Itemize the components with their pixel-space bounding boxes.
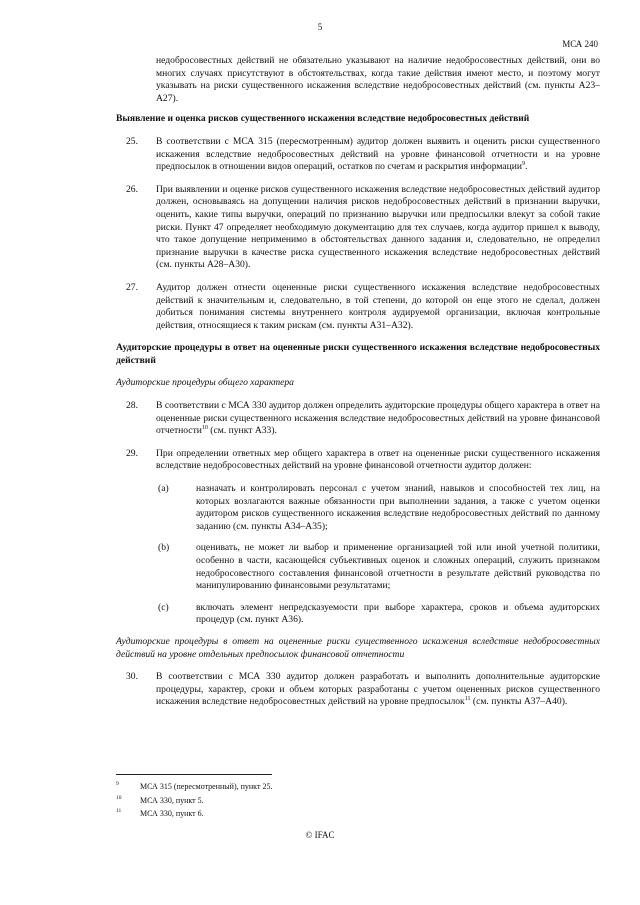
footnote-text: МСА 315 (пересмотренный), пункт 25. [140,782,273,791]
list-item-label: (b) [158,542,170,554]
paragraph-25 [116,136,600,174]
footnote-mark: 10 [116,794,122,801]
paragraph-30 [116,671,600,709]
paragraph-29 [116,448,600,473]
footnote-mark: 11 [116,808,122,814]
copyright-footer: © IFAC [305,830,335,840]
paragraph-text: В соответствии с МСА 315 (пересмотренным) аудитор должен выявить и оценить риски существенного искажения вследствие недобросовестных действий на уровне финансовой отчетности и на уровне предпосылок в отношении видов операций, остатков по счетам и раскрытия информации$^9$. [156,135,600,173]
paragraph-number: 25. [126,135,138,147]
footnote-ref: 10 [201,425,208,432]
footnote-divider [116,774,272,775]
paragraph-number: 30. [126,671,138,683]
footnotes [116,780,272,821]
subheading-general-procedures: Аудиторские процедуры общего характера [116,377,294,389]
paragraph-number: 26. [126,183,138,195]
paragraph-text: Аудитор должен отнести оцененные риски существенного искажения вследствие недобросовестных действий к значительным и, следовательно, в той степени, до которой он еще этого не сделал, должен добиться понимания системы внутреннего контроля аудируемой организации, включая контрольные действия, относящиеся к таким рискам (см. пункты А31–А32). [156,281,600,331]
paragraph-text: При выявлении и оценке рисков существенного искажения вследствие недобросовестных действий аудитор должен, основываясь на допущении наличия рисков недобросовестных действий в признании выручки, оценить, какие типы выручки, операций по признанию выручки или предпосылки влекут за собой такие риски. Пункт 47 определяет необходимую документацию для тех случаев, когда аудитор пришел к выводу, что такое допущение неприменимо в обстоятельствах данного задания и, следовательно, не определил признание выручки в качестве риска существенного искажения вследствие недобросовестных действий (см. пункты А28–А30). [156,183,600,271]
section-heading-audit-procedures: Аудиторские процедуры в ответ на оцененные риски существенного искажения вследствие недобросовестных действий [116,342,600,366]
document-code: МСА 240 [562,39,598,49]
list-item-label: (a) [158,483,169,495]
paragraph-text: В соответствии с МСА 330 аудитор должен определить аудиторские процедуры общего характера в ответ на оцененные риски существенного искажения вследствие недобросовестных действий на уровне финансовой отчетности$^{10}$ (см. пункт А33). [156,400,600,437]
list-item-c [116,602,600,627]
footnote-9 [116,780,272,794]
subheading-assertion-level-procedures: Аудиторские процедуры в ответ на оцененные риски существенного искажения вследствие недобросовестных действий на уровне отдельных предпосылок финансовой отчетности [116,635,600,660]
footnote-ref: 11 [464,696,471,703]
paragraph-27 [116,282,600,332]
list-item-b [116,542,600,592]
footnote-text: МСА 330, пункт 6. [140,809,204,818]
paragraph-number: 27. [126,281,138,293]
list-item-label: (c) [158,601,169,613]
footnote-text: МСА 330, пункт 5. [140,795,204,805]
footnote-11 [116,807,272,821]
list-item-text: оценивать, не может ли выбор и применение организацией той или иной учетной политики, особенно в части, касающейся субъективных оценок и сложных операций, служить признаком недобросовестного составления финансовой отчетности в результате действий руководства по манипулированию финансовыми результатами; [196,542,600,592]
paragraph-number: 28. [126,400,138,412]
paragraph-28 [116,400,600,438]
paragraph-text: При определении ответных мер общего характера в ответ на оцененные риски существенного искажения вследствие недобросовестных действий на уровне финансовой отчетности аудитор должен: [156,447,600,472]
footnote-10 [116,794,272,808]
page-number: 5 [317,22,323,32]
footnote-mark: 9 [116,781,119,787]
section-heading-risk-identification: Выявление и оценка рисков существенного искажения вследствие недобросовестных действий [116,113,530,125]
paragraph-number: 29. [126,447,138,459]
list-item-text: включать элемент непредсказуемости при выборе характера, сроков и объема аудиторских процедур (см. пункт А36). [196,601,600,626]
paragraph-26 [116,184,600,272]
footnote-ref: 9 [522,161,526,168]
list-item-a [116,483,600,533]
list-item-text: назначать и контролировать персонал с учетом знаний, навыков и способностей тех лиц, на которых возлагаются важные обязанности при выполнении задания, а также с учетом оценки аудитором рисков существенного искажения вследствие недобросовестных действий по данному заданию (см. пункты А34–А35); [196,483,600,532]
intro-continuation: недобросовестных действий не обязательно указывают на наличие недобросовестных действий, они во многих случаях присутствуют в обстоятельствах, когда такие действия имеют место, и поэтому могут указывать на риски существенного искажения вследствие недобросовестных действий (см. пункты А23–А27). [156,55,600,104]
paragraph-text: В соответствии с МСА 330 аудитор должен разработать и выполнить дополнительные аудиторские процедуры, характер, сроки и объем которых разработаны с учетом оцененных рисков существенного искажения вследствие недобросовестных действий на уровне предпосылок$^{11}$ (см. пункты А37–А40). [156,671,600,708]
main-content [116,55,600,719]
